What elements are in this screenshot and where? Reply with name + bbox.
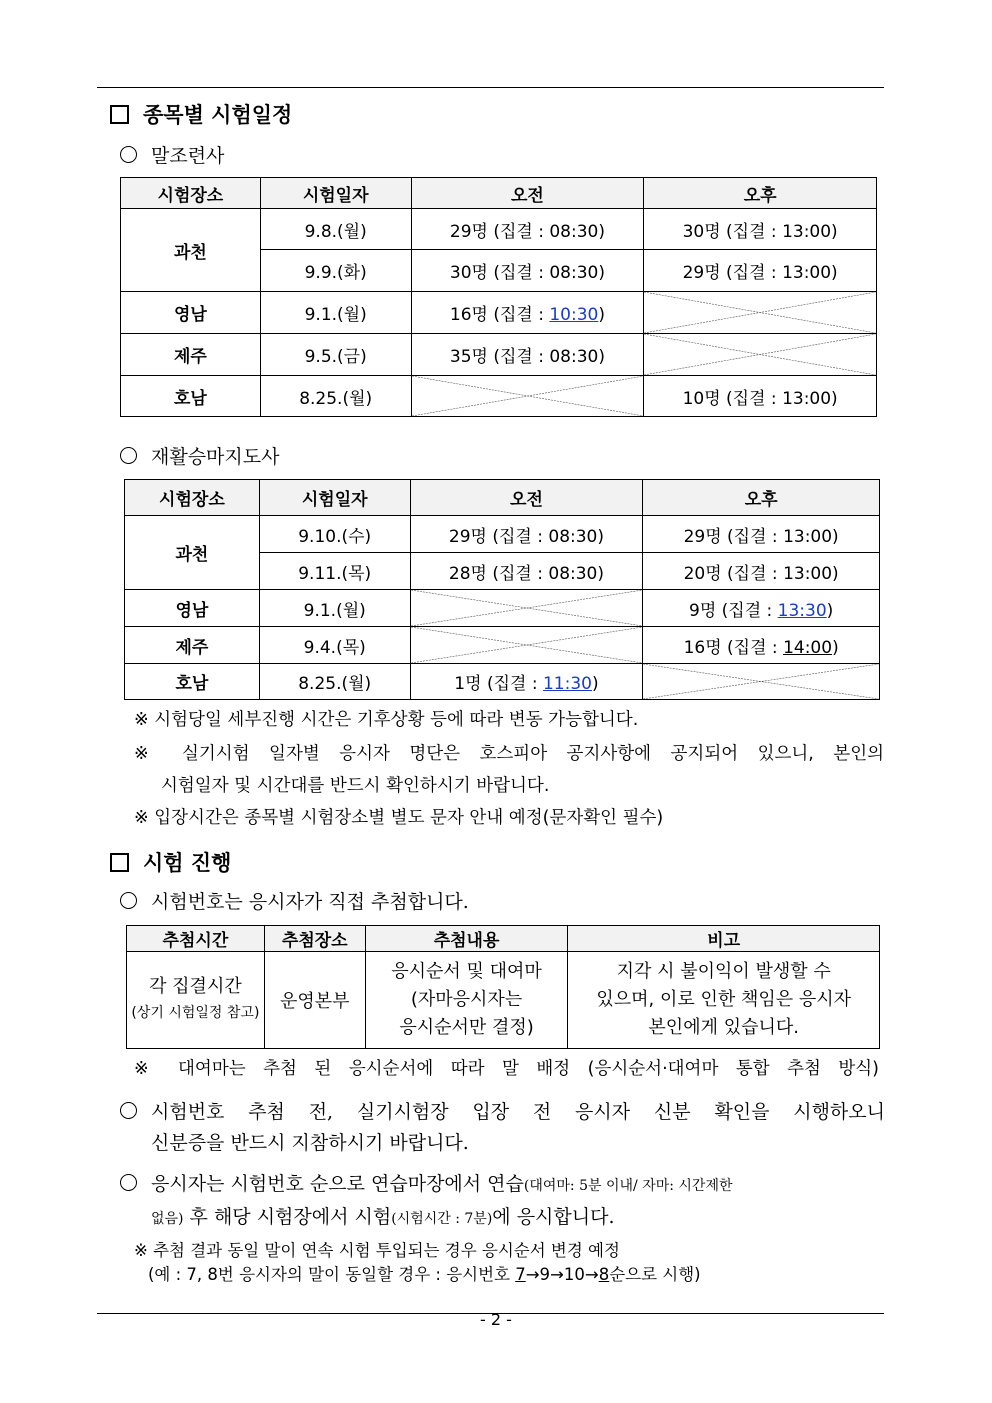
section-title-text: 시험 진행	[143, 850, 232, 875]
date-cell: 9.11.(목)	[259, 553, 410, 590]
header-pm: 오후	[644, 178, 877, 209]
place-cell: 과천	[121, 209, 261, 292]
empty-crossed-cell	[644, 292, 877, 334]
am-text-end: )	[591, 674, 599, 694]
para-text: 에 응시합니다.	[492, 1206, 615, 1228]
subsection-label: 시험번호는 응시자가 직접 추첨합니다.	[151, 891, 469, 913]
empty-crossed-cell	[410, 627, 643, 664]
square-bullet-icon	[110, 105, 129, 124]
pm-cell: 30명 (집결 : 13:00)	[644, 209, 877, 250]
draw-content-cell	[365, 952, 568, 1049]
date-cell: 8.25.(월)	[259, 664, 410, 700]
draw-time-sub: (상기 시험일정 참고)	[131, 1005, 260, 1021]
am-text-end: )	[598, 305, 605, 325]
date-cell: 9.1.(월)	[259, 590, 410, 627]
place-cell: 과천	[125, 516, 260, 590]
pm-time: 14:00	[783, 637, 833, 658]
para-text: 시험번호 추첨 전, 실기시험장 입장 전 응시자 신분 확인을 시행하오니	[151, 1101, 885, 1123]
para-line: 신분증을 반드시 지참하시기 바랍니다.	[151, 1132, 469, 1154]
schedule-table-trainer	[120, 177, 877, 417]
pm-cell: 29명 (집결 : 13:00)	[644, 250, 877, 292]
place-cell: 영남	[121, 292, 261, 334]
place-cell: 제주	[121, 334, 261, 376]
final-note-line	[134, 1263, 701, 1287]
header-draw-place: 추첨장소	[264, 926, 365, 952]
header-draw-time: 추첨시간	[127, 926, 265, 952]
subsection-label: 말조련사	[151, 145, 225, 167]
circle-bullet-icon	[120, 1174, 137, 1191]
para-identity-check	[120, 1097, 885, 1159]
para-small-text: (대여마: 5분 이내/ 자마: 시간제한	[523, 1178, 733, 1194]
note-rental-horse: ※ 대여마는 추첨 된 응시순서에 따라 말 배정 (응시순서·대여마 통합 추첨 방식)	[134, 1059, 879, 1079]
final-note-text: 순으로 시행)	[609, 1265, 701, 1284]
note-applicant-list-cont: 시험일자 및 시간대를 반드시 확인하시기 바랍니다.	[161, 776, 550, 796]
number-8: 8	[598, 1265, 610, 1284]
note-entry-time: ※ 입장시간은 종목별 시험장소별 별도 문자 안내 예정(문자확인 필수)	[134, 808, 664, 828]
header-place: 시험장소	[125, 480, 260, 516]
am-time-link[interactable]: 10:30	[549, 305, 599, 325]
content-line: 응시순서만 결정)	[399, 1017, 534, 1038]
am-text: 1명 (집결 :	[454, 674, 543, 694]
header-date: 시험일자	[259, 480, 410, 516]
place-cell: 호남	[125, 664, 260, 700]
date-cell: 9.5.(금)	[260, 334, 411, 376]
para-small-text: 없음)	[151, 1211, 184, 1227]
place-cell: 호남	[121, 376, 261, 417]
draw-table	[126, 925, 880, 1049]
pm-cell: 29명 (집결 : 13:00)	[643, 516, 880, 553]
circle-bullet-icon	[120, 892, 137, 909]
empty-crossed-cell	[643, 664, 880, 700]
remark-cell	[568, 952, 880, 1049]
am-text: 16명 (집결 :	[449, 305, 550, 325]
subsection-therapy-riding	[120, 442, 279, 469]
circle-bullet-icon	[120, 146, 137, 163]
pm-text-end: )	[832, 637, 839, 658]
empty-crossed-cell	[411, 376, 644, 417]
am-cell: 35명 (집결 : 08:30)	[411, 334, 644, 376]
pm-text: 9명 (집결 :	[689, 600, 778, 621]
pm-cell: 20명 (집결 : 13:00)	[643, 553, 880, 590]
square-bullet-icon	[110, 853, 129, 872]
para-small-text: (시험시간 : 7분)	[391, 1211, 493, 1227]
am-cell: 29명 (집결 : 08:30)	[410, 516, 643, 553]
final-note-text: →9→10→	[525, 1265, 599, 1284]
section-title-schedule	[110, 99, 292, 129]
remark-line: 지각 시 불이익이 발생할 수	[616, 961, 831, 982]
section-title-progress	[110, 847, 231, 877]
pm-cell	[643, 627, 880, 664]
draw-time-cell	[127, 952, 265, 1049]
page-number: - 2 -	[480, 1310, 512, 1329]
remark-line: 본인에게 있습니다.	[648, 1017, 799, 1038]
note-weather: ※ 시험당일 세부진행 시간은 기후상황 등에 따라 변동 가능합니다.	[134, 710, 639, 730]
am-time-link[interactable]: 11:30	[542, 674, 592, 694]
am-cell: 28명 (집결 : 08:30)	[410, 553, 643, 590]
final-note-line: ※ 추첨 결과 동일 말이 연속 시험 투입되는 경우 응시순서 변경 예정	[134, 1241, 620, 1260]
pm-text: 16명 (집결 :	[683, 637, 784, 658]
date-cell: 9.8.(월)	[260, 209, 411, 250]
place-cell: 제주	[125, 627, 260, 664]
place-cell: 영남	[125, 590, 260, 627]
pm-time-link[interactable]: 13:30	[777, 600, 827, 621]
schedule-table-therapy	[124, 479, 880, 700]
empty-crossed-cell	[644, 334, 877, 376]
number-7: 7	[515, 1265, 526, 1284]
empty-crossed-cell	[410, 590, 643, 627]
circle-bullet-icon	[120, 1102, 137, 1119]
note-applicant-list: ※ 실기시험 일자별 응시자 명단은 호스피아 공지사항에 공지되어 있으니, 본인의	[134, 744, 884, 764]
para-line	[120, 1202, 885, 1235]
content-line: 응시순서 및 대여마	[391, 961, 542, 982]
remark-line: 있으며, 이로 인한 책임은 응시자	[596, 989, 852, 1010]
para-text: 후 해당 시험장에서 시험	[183, 1206, 392, 1228]
am-cell: 30명 (집결 : 08:30)	[411, 250, 644, 292]
subsection-draw	[120, 887, 469, 914]
header-am: 오전	[410, 480, 643, 516]
section-title-text: 종목별 시험일정	[143, 102, 293, 127]
am-cell	[411, 292, 644, 334]
date-cell: 9.10.(수)	[259, 516, 410, 553]
date-cell: 9.1.(월)	[260, 292, 411, 334]
header-date: 시험일자	[260, 178, 411, 209]
header-pm: 오후	[643, 480, 880, 516]
pm-cell: 10명 (집결 : 13:00)	[644, 376, 877, 417]
am-cell: 29명 (집결 : 08:30)	[411, 209, 644, 250]
date-cell: 8.25.(월)	[260, 376, 411, 417]
para-line	[120, 1097, 885, 1128]
para-practice	[120, 1169, 885, 1235]
pm-text-end: )	[826, 600, 834, 621]
header-remark: 비고	[568, 926, 880, 952]
subsection-label: 재활승마지도사	[151, 446, 280, 468]
date-cell: 9.9.(화)	[260, 250, 411, 292]
am-cell	[410, 664, 643, 700]
top-rule	[97, 87, 884, 88]
draw-time-main: 각 집결시간	[149, 976, 242, 997]
header-am: 오전	[411, 178, 644, 209]
date-cell: 9.4.(목)	[259, 627, 410, 664]
header-place: 시험장소	[121, 178, 261, 209]
pm-cell	[643, 590, 880, 627]
draw-place-cell: 운영본부	[264, 952, 365, 1049]
para-line	[120, 1169, 885, 1202]
subsection-horse-trainer	[120, 141, 224, 168]
header-draw-content: 추첨내용	[365, 926, 568, 952]
content-line: (자마응시자는	[410, 989, 523, 1010]
final-note	[134, 1239, 701, 1287]
circle-bullet-icon	[120, 447, 137, 464]
final-note-text: (예 : 7, 8번 응시자의 말이 동일할 경우 : 응시번호	[148, 1265, 516, 1284]
para-text: 응시자는 시험번호 순으로 연습마장에서 연습	[151, 1173, 524, 1195]
